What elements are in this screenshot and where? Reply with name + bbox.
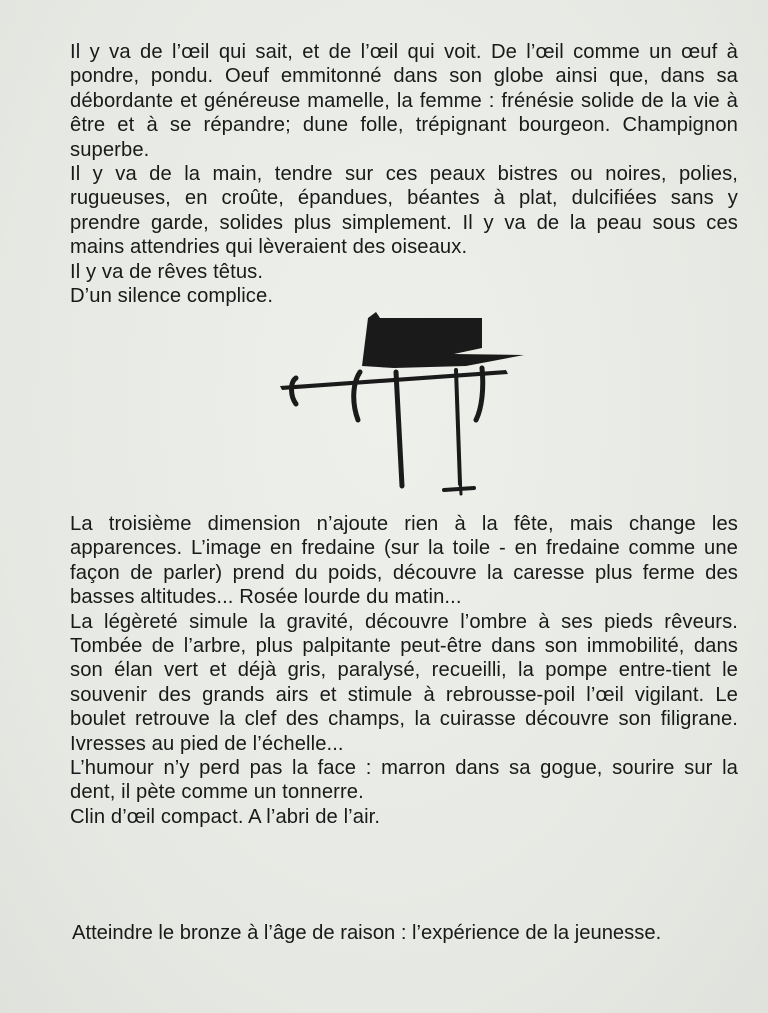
sketch-left-hook bbox=[292, 378, 297, 404]
ink-sketch-illustration bbox=[276, 308, 530, 500]
paragraph: La légèreté simule la gravité, découvre l’ombre à ses pieds rêveurs. Tombée de l’arbre, plus palpitante peut-être dans son immobilité, dans son élan vert et déjà gris, paralysé, recueilli, la pompe entre-tient le souvenir des grands airs et stimule à rebrousse-poil l’œil vigilant. Le boulet retrouve la clef des champs, la cuirasse découvre son filigrane. Ivresses au pied de l’échelle... bbox=[70, 610, 738, 755]
sketch-hanging-leg bbox=[456, 370, 460, 484]
paragraph: L’humour n’y perd pas la face : marron dans sa gogue, sourire sur la dent, il pète comme un tonnerre. bbox=[70, 757, 738, 804]
paragraph: La troisième dimension n’ajoute rien à la fête, mais change les apparences. L’image en fredaine (sur la toile - en fredaine comme une façon de parler) prend du poids, découvre la caresse plus ferme des basses altitudes... Rosée lourde du matin... bbox=[70, 513, 738, 609]
paragraph: Il y va de l’œil qui sait, et de l’œil qui voit. De l’œil comme un œuf à pondre, pondu. Oeuf emmitonné dans son globe ainsi que, dans sa débordante et généreuse mamelle, la femme : frénésie solide de la vie à être et à se répandre; dune folle, trépignant bourgeon. Champignon superbe. bbox=[70, 41, 738, 161]
paragraph: Il y va de la main, tendre sur ces peaux bistres ou noires, polies, rugueuses, en croûte, épandues, béantes à plat, dulcifiées sans y prendre garde, solides plus simplement. Il y va de la peau sous ces mains attendries qui lèveraient des oiseaux. bbox=[70, 163, 738, 259]
paragraph: D’un silence complice. bbox=[70, 285, 274, 308]
sketch-curved-leg bbox=[354, 372, 360, 420]
text-block-middle bbox=[70, 512, 738, 829]
sketch-tall-post bbox=[396, 372, 402, 486]
text-block-top bbox=[70, 40, 738, 308]
sketch-foot bbox=[444, 488, 474, 490]
closing-sentence: Atteindre le bronze à l’âge de raison : l’expérience de la jeunesse. bbox=[72, 922, 662, 944]
sketch-roof-block bbox=[362, 312, 524, 368]
sketch-foot-tick bbox=[460, 478, 461, 494]
paragraph: Clin d’œil compact. A l’abri de l’air. bbox=[70, 805, 381, 828]
paragraph: Il y va de rêves têtus. bbox=[70, 260, 264, 283]
